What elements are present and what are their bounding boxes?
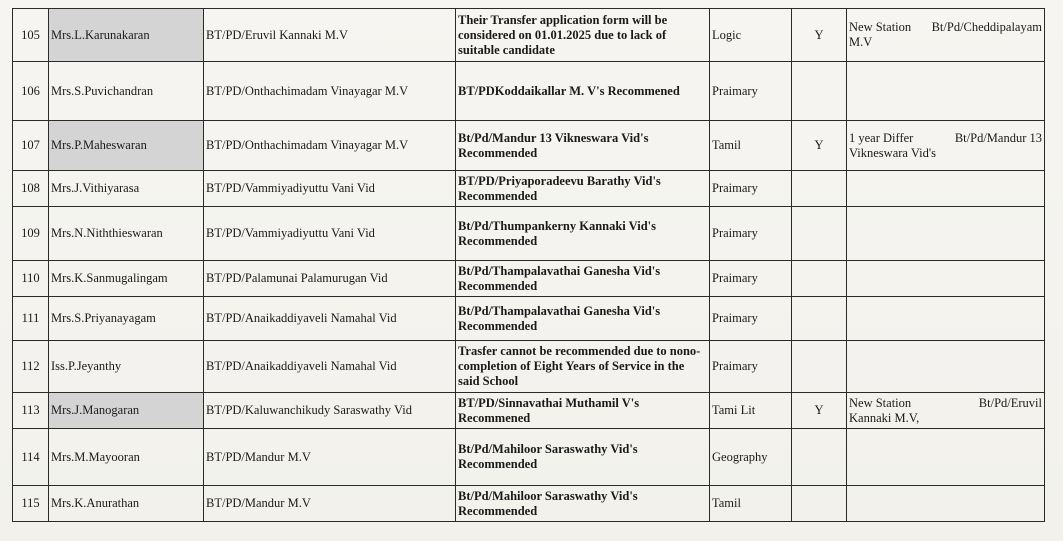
decision-note bbox=[847, 429, 1045, 486]
teacher-name: Mrs.P.Maheswaran bbox=[49, 121, 204, 171]
note-station-cont: Kannaki M.V, bbox=[849, 410, 920, 425]
teacher-name: Iss.P.Jeyanthy bbox=[49, 341, 204, 393]
approval-mark bbox=[792, 341, 847, 393]
approval-mark bbox=[792, 207, 847, 261]
teacher-name: Mrs.J.Vithiyarasa bbox=[49, 171, 204, 207]
row-number: 111 bbox=[13, 297, 49, 341]
table-row bbox=[13, 62, 1045, 121]
current-school: BT/PD/Mandur M.V bbox=[204, 486, 456, 522]
recommendation: BT/PDKoddaikallar M. V's Recommened bbox=[456, 62, 710, 121]
table-row bbox=[13, 261, 1045, 297]
row-number: 110 bbox=[13, 261, 49, 297]
recommendation: BT/PD/Priyaporadeevu Barathy Vid's Recommended bbox=[456, 171, 710, 207]
table-row bbox=[13, 9, 1045, 62]
row-number: 108 bbox=[13, 171, 49, 207]
row-number: 106 bbox=[13, 62, 49, 121]
subject: Praimary bbox=[710, 171, 792, 207]
subject: Praimary bbox=[710, 207, 792, 261]
subject: Praimary bbox=[710, 62, 792, 121]
approval-mark bbox=[792, 297, 847, 341]
recommendation: Bt/Pd/Mahiloor Saraswathy Vid's Recommended bbox=[456, 429, 710, 486]
recommendation: Bt/Pd/Mahiloor Saraswathy Vid's Recommended bbox=[456, 486, 710, 522]
teacher-name: Mrs.K.Anurathan bbox=[49, 486, 204, 522]
row-number: 109 bbox=[13, 207, 49, 261]
approval-mark bbox=[792, 486, 847, 522]
transfer-table bbox=[12, 8, 1045, 522]
row-number: 114 bbox=[13, 429, 49, 486]
current-school: BT/PD/Onthachimadam Vinayagar M.V bbox=[204, 121, 456, 171]
teacher-name: Mrs.M.Mayooran bbox=[49, 429, 204, 486]
recommendation: Bt/Pd/Thumpankerny Kannaki Vid's Recommended bbox=[456, 207, 710, 261]
current-school: BT/PD/Palamunai Palamurugan Vid bbox=[204, 261, 456, 297]
current-school: BT/PD/Anaikaddiyaveli Namahal Vid bbox=[204, 297, 456, 341]
subject: Geography bbox=[710, 429, 792, 486]
subject: Tamil bbox=[710, 486, 792, 522]
teacher-name: Mrs.L.Karunakaran bbox=[49, 9, 204, 62]
recommendation: Trasfer cannot be recommended due to nono-completion of Eight Years of Service in the said School bbox=[456, 341, 710, 393]
teacher-name: Mrs.S.Priyanayagam bbox=[49, 297, 204, 341]
table-row bbox=[13, 393, 1045, 429]
table-row bbox=[13, 121, 1045, 171]
table-row bbox=[13, 207, 1045, 261]
subject: Praimary bbox=[710, 297, 792, 341]
note-station: Bt/Pd/Cheddipalayam bbox=[931, 20, 1042, 34]
table-row bbox=[13, 341, 1045, 393]
subject: Praimary bbox=[710, 341, 792, 393]
approval-mark: Y bbox=[792, 9, 847, 62]
recommendation: Bt/Pd/Thampalavathai Ganesha Vid's Recommended bbox=[456, 297, 710, 341]
approval-mark bbox=[792, 171, 847, 207]
current-school: BT/PD/Vammiyadiyuttu Vani Vid bbox=[204, 207, 456, 261]
row-number: 115 bbox=[13, 486, 49, 522]
teacher-name: Mrs.N.Niththieswaran bbox=[49, 207, 204, 261]
table-body bbox=[13, 9, 1045, 522]
note-station: Bt/Pd/Mandur 13 bbox=[954, 130, 1042, 145]
recommendation: Their Transfer application form will be considered on 01.01.2025 due to lack of suitable candidate bbox=[456, 9, 710, 62]
decision-note bbox=[847, 261, 1045, 297]
note-station-cont: M.V bbox=[849, 35, 873, 49]
note-station: Bt/Pd/Eruvil bbox=[978, 395, 1042, 410]
subject: Tami Lit bbox=[710, 393, 792, 429]
subject: Tamil bbox=[710, 121, 792, 171]
subject: Logic bbox=[710, 9, 792, 62]
row-number: 113 bbox=[13, 393, 49, 429]
decision-note bbox=[847, 341, 1045, 393]
table-row bbox=[13, 429, 1045, 486]
approval-mark bbox=[792, 429, 847, 486]
decision-note bbox=[847, 62, 1045, 121]
note-station-cont: Vikneswara Vid's bbox=[849, 145, 936, 160]
teacher-name: Mrs.K.Sanmugalingam bbox=[49, 261, 204, 297]
note-status: 1 year Differ bbox=[849, 130, 914, 145]
decision-note bbox=[847, 121, 1045, 171]
note-status: New Station bbox=[849, 395, 912, 410]
row-number: 112 bbox=[13, 341, 49, 393]
teacher-name: Mrs.S.Puvichandran bbox=[49, 62, 204, 121]
row-number: 105 bbox=[13, 9, 49, 62]
current-school: BT/PD/Anaikaddiyaveli Namahal Vid bbox=[204, 341, 456, 393]
approval-mark bbox=[792, 62, 847, 121]
subject: Praimary bbox=[710, 261, 792, 297]
table-row bbox=[13, 486, 1045, 522]
teacher-name: Mrs.J.Manogaran bbox=[49, 393, 204, 429]
table-row bbox=[13, 171, 1045, 207]
decision-note bbox=[847, 171, 1045, 207]
current-school: BT/PD/Eruvil Kannaki M.V bbox=[204, 9, 456, 62]
current-school: BT/PD/Vammiyadiyuttu Vani Vid bbox=[204, 171, 456, 207]
approval-mark: Y bbox=[792, 393, 847, 429]
recommendation: BT/PD/Sinnavathai Muthamil V's Recommened bbox=[456, 393, 710, 429]
row-number: 107 bbox=[13, 121, 49, 171]
decision-note bbox=[847, 9, 1045, 62]
current-school: BT/PD/Onthachimadam Vinayagar M.V bbox=[204, 62, 456, 121]
recommendation: Bt/Pd/Thampalavathai Ganesha Vid's Recommended bbox=[456, 261, 710, 297]
decision-note bbox=[847, 207, 1045, 261]
approval-mark: Y bbox=[792, 121, 847, 171]
current-school: BT/PD/Kaluwanchikudy Saraswathy Vid bbox=[204, 393, 456, 429]
decision-note bbox=[847, 297, 1045, 341]
current-school: BT/PD/Mandur M.V bbox=[204, 429, 456, 486]
note-status: New Station bbox=[849, 20, 912, 34]
approval-mark bbox=[792, 261, 847, 297]
table-row bbox=[13, 297, 1045, 341]
recommendation: Bt/Pd/Mandur 13 Vikneswara Vid's Recommended bbox=[456, 121, 710, 171]
decision-note bbox=[847, 486, 1045, 522]
decision-note bbox=[847, 393, 1045, 429]
